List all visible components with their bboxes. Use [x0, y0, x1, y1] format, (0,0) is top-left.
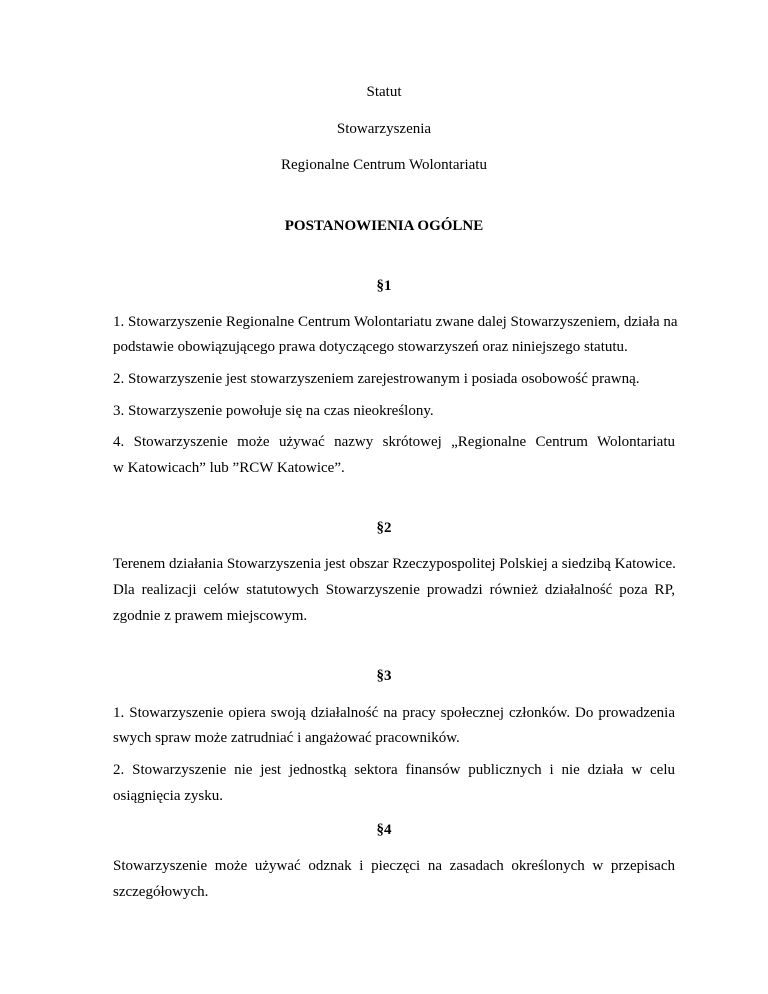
paragraph-3-line-4: osiągnięcia zysku.: [113, 788, 223, 804]
paragraph-heading-4: §4: [376, 822, 392, 838]
paragraph-1-line-1: 1. Stowarzyszenie Regionalne Centrum Wolontariatu zwane dalej Stowarzyszeniem, działa na: [113, 314, 678, 330]
title-line-3: Regionalne Centrum Wolontariatu: [281, 157, 487, 173]
paragraph-2-line-3: zgodnie z prawem miejscowym.: [113, 608, 308, 624]
paragraph-1-line-4: 3. Stowarzyszenie powołuje się na czas nieokreślony.: [113, 403, 434, 419]
paragraph-1-line-6: w Katowicach” lub ”RCW Katowice”.: [113, 460, 345, 476]
paragraph-heading-1: §1: [376, 278, 392, 294]
paragraph-4-line-1: Stowarzyszenie może używać odznak i pieczęci na zasadach określonych w przepisach: [113, 858, 675, 874]
title-line-2: Stowarzyszenia: [336, 121, 432, 137]
paragraph-1-line-3: 2. Stowarzyszenie jest stowarzyszeniem zarejestrowanym i posiada osobowość prawną.: [113, 371, 640, 387]
paragraph-3-line-3: 2. Stowarzyszenie nie jest jednostką sektora finansów publicznych i nie działa w celu: [113, 762, 675, 778]
paragraph-2-line-2: Dla realizacji celów statutowych Stowarzyszenie prowadzi również działalność poza RP,: [113, 582, 675, 598]
paragraph-4-line-2: szczegółowych.: [113, 884, 209, 900]
paragraph-3-line-2: swych spraw może zatrudniać i angażować pracowników.: [113, 730, 460, 746]
paragraph-1-line-2: podstawie obowiązującego prawa dotyczącego stowarzyszeń oraz niniejszego statutu.: [113, 339, 628, 355]
paragraph-1-line-5: 4. Stowarzyszenie może używać nazwy skrótowej „Regionalne Centrum Wolontariatu: [113, 434, 675, 450]
title-line-1: Statut: [366, 84, 402, 100]
paragraph-heading-3: §3: [376, 668, 392, 684]
paragraph-3-line-1: 1. Stowarzyszenie opiera swoją działalność na pracy społecznej członków. Do prowadzenia: [113, 705, 675, 721]
paragraph-heading-2: §2: [376, 520, 392, 536]
section-heading: POSTANOWIENIA OGÓLNE: [284, 218, 484, 234]
paragraph-2-line-1: Terenem działania Stowarzyszenia jest obszar Rzeczypospolitej Polskiej a siedzibą Katowice.: [113, 556, 676, 572]
